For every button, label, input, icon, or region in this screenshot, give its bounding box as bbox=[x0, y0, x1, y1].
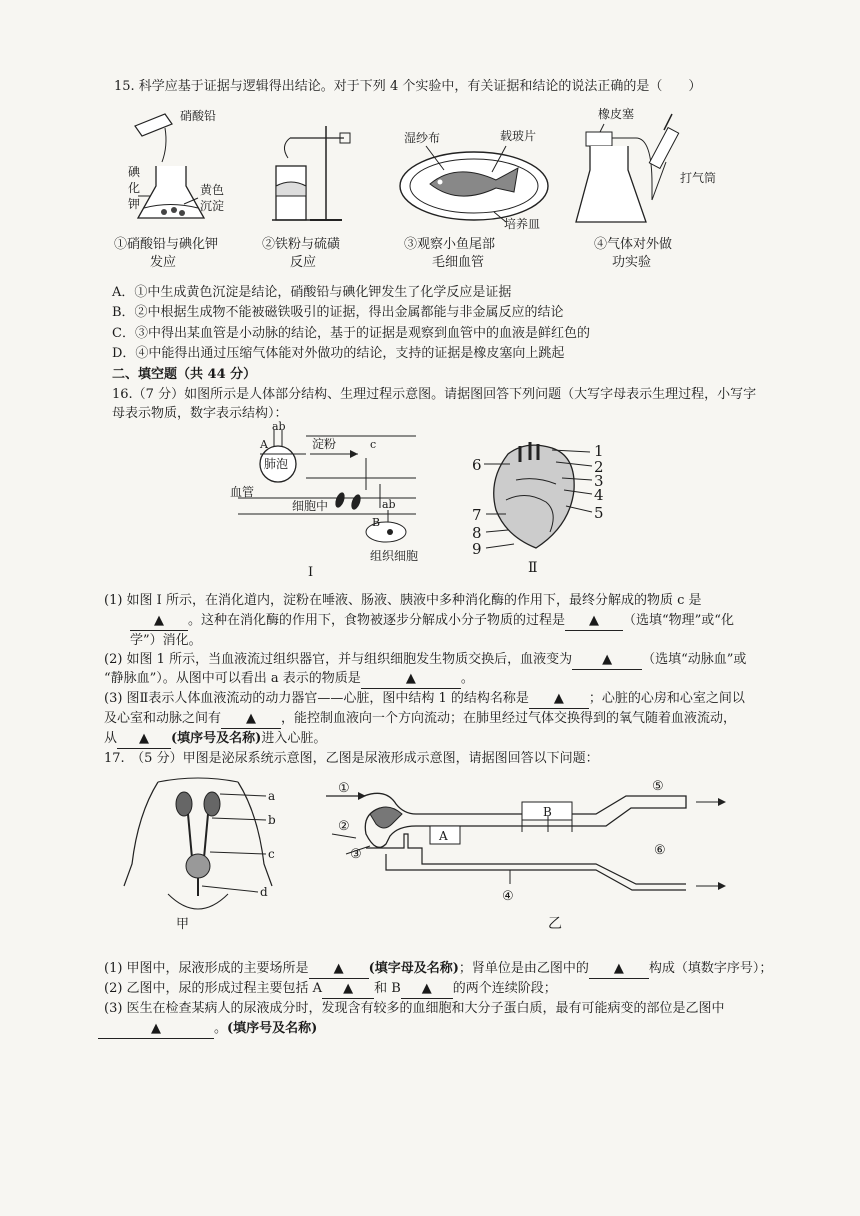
q17-part1: (1) 甲图中，尿液形成的主要场所是 ▲ (填字母及名称)；肾单位是由乙图中的 ▲ 构成（填数字序号）； bbox=[104, 960, 772, 979]
q16-part3-line2: 及心室和动脉之间有 ▲ ，能控制血液向一个方向流动；在肺里经过气体交换得到的氧气随着血液流动， bbox=[104, 710, 736, 729]
svg-text:B: B bbox=[543, 805, 552, 819]
svg-text:A: A bbox=[260, 438, 268, 451]
q15-option-b: B．②中根据生成物不能被磁铁吸引的证据，得出金属都能与非金属反应的结论 bbox=[112, 305, 564, 320]
q16-stem-1: 16.（7 分）如图所示是人体部分结构、生理过程示意图。请据图回答下列问题（大写字母表示生理过程，小写字 bbox=[112, 387, 757, 402]
answer-blank[interactable]: ▲ bbox=[309, 960, 369, 979]
svg-text:①: ① bbox=[338, 781, 350, 796]
svg-text:黄色: 黄色 bbox=[200, 183, 225, 197]
svg-text:5: 5 bbox=[594, 504, 604, 522]
q15-caption-4b: 功实验 bbox=[612, 255, 652, 270]
svg-text:载玻片: 载玻片 bbox=[500, 129, 537, 143]
q16-part1-line3: 学”）消化。 bbox=[130, 633, 202, 648]
answer-blank[interactable]: ▲ bbox=[130, 612, 188, 631]
svg-text:4: 4 bbox=[594, 486, 604, 504]
svg-text:⑤: ⑤ bbox=[652, 779, 664, 794]
q16-stem-2: 母表示物质，数字表示结构）： bbox=[112, 406, 288, 421]
q17-stem: 17. （5 分）甲图是泌尿系统示意图，乙图是尿液形成示意图，请据图回答以下问题： bbox=[104, 751, 599, 766]
svg-text:3: 3 bbox=[594, 472, 604, 490]
label-lead-nitrate: 硝酸铅 bbox=[180, 109, 217, 123]
q16-part1-line2: ▲ 。这种在消化酶的作用下，食物被逐步分解成小分子物质的过程是 ▲ （选填“物理”或“化 bbox=[130, 612, 734, 631]
q15-caption-4a: ④气体对外做 bbox=[594, 237, 673, 252]
svg-text:ab: ab bbox=[272, 420, 286, 433]
q16-part2-line1: (2) 如图 1 所示，当血液流过组织器官，并与组织细胞发生物质交换后，血液变为 ▲ （选填“动脉血”或 bbox=[104, 651, 746, 670]
svg-text:1: 1 bbox=[594, 442, 604, 460]
q17-part3-line2: ▲ 。(填序号及名称) bbox=[98, 1020, 317, 1039]
answer-blank[interactable]: ▲ bbox=[98, 1020, 214, 1039]
q16-diagram-2-heart bbox=[466, 440, 626, 576]
q16-diagram-1 bbox=[230, 420, 420, 580]
q15-caption-1a: ①硝酸铅与碘化钾 bbox=[114, 237, 219, 252]
section-title: 二、填空题（共 44 分） bbox=[112, 367, 257, 382]
q17-part2: (2) 乙图中，尿的形成过程主要包括 A ▲ 和 B ▲ 的两个连续阶段； bbox=[104, 980, 557, 999]
svg-text:d: d bbox=[260, 885, 268, 899]
q16-part3-line1: (3) 图Ⅱ表示人体血液流动的动力器官——心脏，图中结构 1 的结构名称是 ▲ ；心脏的心房和心室之间以 bbox=[104, 690, 745, 709]
q15-option-c: C．③中得出某血管是小动脉的结论，基于的证据是观察到血管中的血液是鲜红色的 bbox=[112, 326, 590, 341]
svg-text:②: ② bbox=[338, 819, 350, 834]
q15-caption-2a: ②铁粉与硫磺 bbox=[262, 237, 341, 252]
answer-blank[interactable]: ▲ bbox=[322, 980, 374, 999]
q15-caption-2b: 反应 bbox=[290, 255, 317, 270]
svg-text:c: c bbox=[370, 438, 377, 451]
svg-text:a: a bbox=[268, 789, 276, 803]
q15-caption-3a: ③观察小鱼尾部 bbox=[404, 237, 496, 252]
svg-text:③: ③ bbox=[350, 847, 362, 862]
svg-text:钾: 钾 bbox=[128, 197, 141, 211]
svg-text:血管: 血管 bbox=[230, 485, 255, 499]
q15-option-d: D．④中能得出通过压缩气体能对外做功的结论，支持的证据是橡皮塞向上跳起 bbox=[112, 346, 565, 361]
svg-text:碘: 碘 bbox=[128, 165, 141, 179]
svg-text:A: A bbox=[439, 829, 448, 843]
svg-text:湿纱布: 湿纱布 bbox=[404, 131, 441, 145]
svg-text:6: 6 bbox=[472, 456, 482, 474]
answer-blank[interactable]: ▲ bbox=[361, 670, 461, 689]
q17-figure-yi bbox=[326, 774, 736, 936]
svg-text:I: I bbox=[308, 565, 314, 580]
q15-figure-3 bbox=[396, 124, 556, 234]
svg-text:细胞中: 细胞中 bbox=[292, 499, 329, 513]
q15-figure-2 bbox=[270, 116, 360, 226]
svg-text:淀粉: 淀粉 bbox=[312, 437, 337, 451]
svg-text:c: c bbox=[268, 847, 275, 861]
q15-caption-3b: 毛细血管 bbox=[432, 255, 485, 270]
q16-part2-line2: “静脉血”）。从图中可以看出 a 表示的物质是 ▲ 。 bbox=[104, 670, 474, 689]
q15-figure-4 bbox=[576, 104, 726, 232]
svg-text:b: b bbox=[268, 813, 276, 827]
answer-blank[interactable]: ▲ bbox=[117, 730, 171, 749]
svg-text:乙: 乙 bbox=[548, 916, 562, 932]
svg-text:2: 2 bbox=[594, 458, 604, 476]
q16-part3-line3: 从 ▲ (填序号及名称)进入心脏。 bbox=[104, 730, 326, 749]
svg-text:8: 8 bbox=[472, 524, 482, 542]
answer-blank[interactable]: ▲ bbox=[572, 651, 642, 670]
svg-text:培养皿: 培养皿 bbox=[504, 217, 541, 231]
answer-blank[interactable]: ▲ bbox=[565, 612, 623, 631]
svg-text:⑥: ⑥ bbox=[654, 843, 666, 858]
answer-blank[interactable]: ▲ bbox=[401, 980, 453, 999]
svg-text:Ⅱ: Ⅱ bbox=[528, 560, 538, 576]
svg-text:肺泡: 肺泡 bbox=[264, 457, 289, 471]
q17-figure-jia bbox=[118, 774, 288, 934]
q15-caption-1b: 发应 bbox=[150, 255, 177, 270]
q15-option-a: A．①中生成黄色沉淀是结论，硝酸铅与碘化钾发生了化学反应是证据 bbox=[112, 285, 512, 300]
svg-text:化: 化 bbox=[128, 181, 141, 195]
q17-part3-line1: (3) 医生在检查某病人的尿液成分时，发现含有较多的血细胞和大分子蛋白质，最有可能病变的部位是乙图中 bbox=[104, 1001, 725, 1016]
svg-text:甲: 甲 bbox=[176, 917, 190, 932]
answer-blank[interactable]: ▲ bbox=[529, 690, 589, 709]
svg-text:沉淀: 沉淀 bbox=[200, 199, 225, 213]
svg-text:④: ④ bbox=[502, 889, 514, 904]
svg-text:橡皮塞: 橡皮塞 bbox=[598, 107, 635, 121]
answer-blank[interactable]: ▲ bbox=[589, 960, 649, 979]
answer-blank[interactable]: ▲ bbox=[221, 710, 281, 729]
q15-figure-1 bbox=[120, 106, 270, 228]
svg-text:打气筒: 打气筒 bbox=[680, 171, 717, 185]
q15-stem: 15. 科学应基于证据与逻辑得出结论。对于下列 4 个实验中，有关证据和结论的说法正确的是（ ） bbox=[114, 79, 702, 94]
svg-text:7: 7 bbox=[472, 506, 482, 524]
q16-part1-line1: (1) 如图 I 所示，在消化道内，淀粉在唾液、肠液、胰液中多种消化酶的作用下，最终分解成的物质 c 是 bbox=[104, 593, 702, 608]
svg-text:ab: ab bbox=[382, 498, 396, 511]
svg-text:B: B bbox=[372, 516, 381, 529]
svg-text:组织细胞: 组织细胞 bbox=[370, 549, 419, 563]
svg-text:9: 9 bbox=[472, 540, 482, 558]
